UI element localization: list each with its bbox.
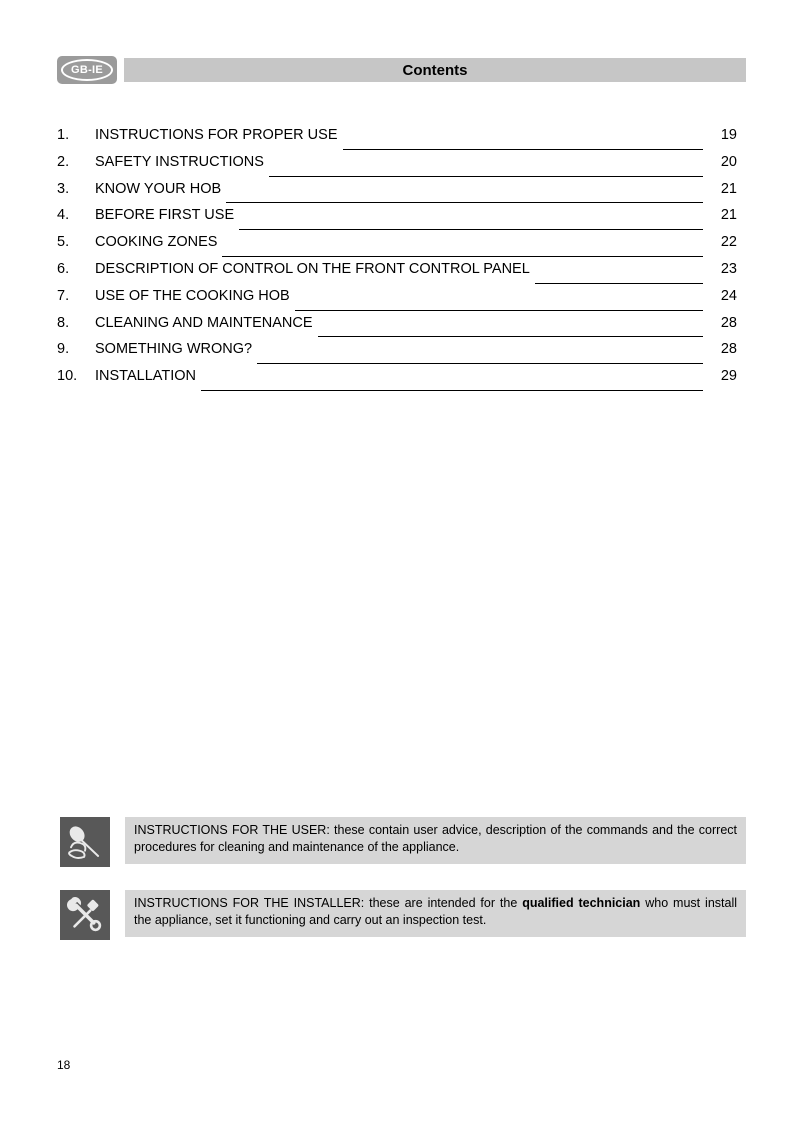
toc-item-title: CLEANING AND MAINTENANCE xyxy=(95,314,313,331)
toc-item-number: 6. xyxy=(57,260,70,277)
toc-row xyxy=(57,261,737,288)
spoon-steam-icon xyxy=(60,817,110,867)
toc-item-page: 28 xyxy=(720,341,737,358)
toc-item-title: SAFETY INSTRUCTIONS xyxy=(95,153,264,170)
toc-item-page: 24 xyxy=(720,287,737,304)
toc-leader-line xyxy=(257,363,703,364)
toc-leader-line xyxy=(269,176,703,177)
toc-item-number: 8. xyxy=(57,314,70,331)
toc-row xyxy=(57,315,737,342)
toc-leader-line xyxy=(201,390,703,391)
toc-row xyxy=(57,207,737,234)
toc-item-number: 3. xyxy=(57,180,70,197)
page-title: Contents xyxy=(402,61,468,79)
toc-item-page: 22 xyxy=(720,234,737,251)
toc-item-page: 28 xyxy=(720,314,737,331)
toc-item-number: 2. xyxy=(57,153,70,170)
toc-row xyxy=(57,341,737,368)
footer-page-number: 18 xyxy=(57,1058,71,1072)
toc-row xyxy=(57,127,737,154)
toc-item-page: 21 xyxy=(720,180,737,197)
toc-item-number: 1. xyxy=(57,127,70,143)
toc-item-page: 21 xyxy=(720,207,737,224)
toc-leader-line xyxy=(343,149,704,150)
toc-item-number: 7. xyxy=(57,287,70,304)
toc-item-page: 23 xyxy=(720,260,737,277)
tools-icon xyxy=(60,890,110,940)
toc-item-number: 5. xyxy=(57,234,70,251)
note-installer-before: INSTRUCTIONS FOR THE INSTALLER: these are intended for the xyxy=(134,896,523,910)
toc-item-title: KNOW YOUR HOB xyxy=(95,180,222,197)
toc-item-number: 10. xyxy=(57,368,78,385)
toc-leader-line xyxy=(239,229,703,230)
toc-item-title: INSTALLATION xyxy=(95,368,196,385)
note-installer-after: who must install the appliance, set it functioning and carry out an inspection test. xyxy=(134,896,737,927)
toc-item-page: 19 xyxy=(720,127,737,143)
toc-item-number: 4. xyxy=(57,207,70,224)
toc-row xyxy=(57,288,737,315)
note-installer xyxy=(60,890,746,940)
toc-leader-line xyxy=(295,310,703,311)
toc-item-title: INSTRUCTIONS FOR PROPER USE xyxy=(95,127,338,143)
toc-row xyxy=(57,368,737,395)
language-badge-label: GB-IE xyxy=(70,64,104,76)
toc-leader-line xyxy=(318,336,703,337)
toc-item-title: DESCRIPTION OF CONTROL ON THE FRONT CONTROL PANEL xyxy=(95,260,530,277)
toc-item-title: SOMETHING WRONG? xyxy=(95,341,253,358)
toc-item-title: USE OF THE COOKING HOB xyxy=(95,287,290,304)
toc-row xyxy=(57,234,737,261)
header-bar xyxy=(124,58,746,82)
toc-row xyxy=(57,181,737,208)
language-badge xyxy=(57,56,117,84)
note-installer-bold: qualified technician xyxy=(522,896,641,910)
toc-leader-line xyxy=(535,283,703,284)
toc-item-page: 29 xyxy=(720,368,737,385)
note-user-text xyxy=(125,817,746,864)
note-user-body: INSTRUCTIONS FOR THE USER: these contain user advice, description of the commands and the correct procedures for cleaning and maintenance of the appliance. xyxy=(134,823,737,854)
note-installer-text xyxy=(125,890,746,937)
toc-item-number: 9. xyxy=(57,341,70,358)
toc-item-title: BEFORE FIRST USE xyxy=(95,207,235,224)
table-of-contents xyxy=(57,127,737,395)
toc-item-page: 20 xyxy=(720,153,737,170)
toc-leader-line xyxy=(226,202,703,203)
toc-leader-line xyxy=(222,256,703,257)
note-user xyxy=(60,817,746,867)
language-badge-oval xyxy=(61,59,113,81)
toc-item-title: COOKING ZONES xyxy=(95,234,218,251)
toc-row xyxy=(57,154,737,181)
